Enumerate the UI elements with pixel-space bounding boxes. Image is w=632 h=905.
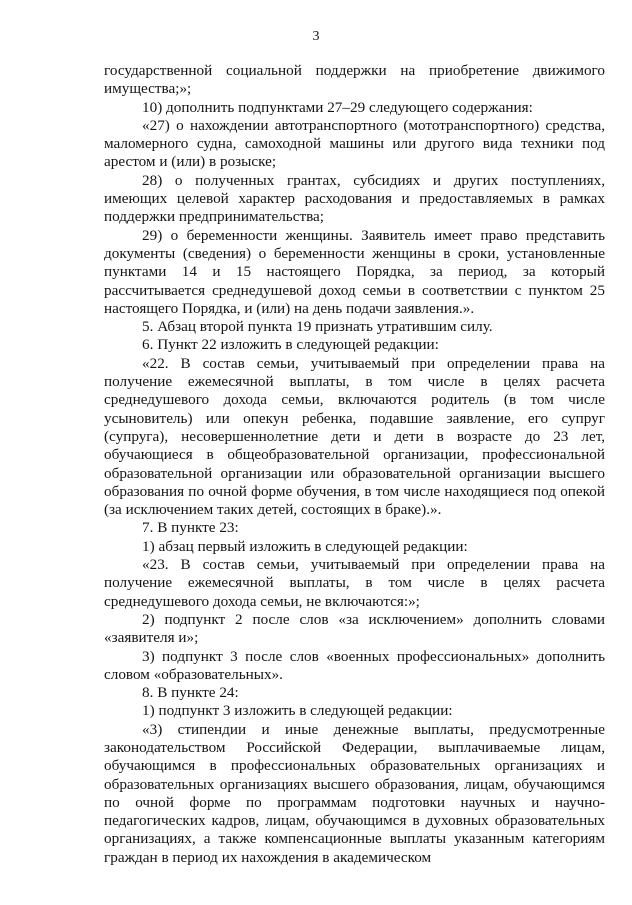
paragraph-p7: 6. Пункт 22 изложить в следующей редакции: (142, 336, 439, 354)
paragraph-p6: 5. Абзац второй пункта 19 признать утратившим силу. (142, 318, 493, 336)
paragraph-p14: 8. В пункте 24: (142, 684, 239, 702)
paragraph-p5: 29) о беременности женщины. Заявитель имеет право представить документы (сведения) о беременности женщины в сроки, установленные пунктами 14 и 15 настоящего Порядка, за период, за который рассчитывается среднедушевой доход семьи в соответствии с пунктом 25 настоящего Порядка, и (или) на день подачи заявления.». (104, 226, 605, 317)
page-number: 3 (312, 29, 320, 44)
paragraph-p3: «27) о нахождении автотранспортного (мототранспортного) средства, маломерного судна, самоходной машины или другого вида техники под арестом и (или) в розыске; (104, 116, 605, 171)
paragraph-p10: 1) абзац первый изложить в следующей редакции: (142, 537, 468, 555)
document-body (104, 62, 605, 867)
paragraph-p4: 28) о полученных грантах, субсидиях и других поступлениях, имеющих целевой характер расходования и предоставляемых в рамках поддержки предпринимательства; (104, 171, 605, 226)
paragraph-p2: 10) дополнить подпунктами 27–29 следующего содержания: (142, 98, 533, 116)
paragraph-p9: 7. В пункте 23: (142, 519, 239, 537)
paragraph-p12: 2) подпункт 2 после слов «за исключением» дополнить словами «заявителя и»; (104, 610, 605, 647)
paragraph-p8: «22. В состав семьи, учитываемый при определении права на получение ежемесячной выплаты, в том числе в целях расчета среднедушевого дохода семьи, включаются родитель (в том числе усыновитель) или опекун ребенка, подавшие заявление, его супруг (супруга), несовершеннолетние дети и дети в возрасте до 23 лет, обучающиеся в общеобразовательной организации, профессиональной образовательной организации или образовательной организации высшего образования по очной форме обучения, в том числе находящиеся под опекой (за исключением таких детей, состоящих в браке).». (104, 354, 605, 519)
paragraph-p11: «23. В состав семьи, учитываемый при определении права на получение ежемесячной выплаты, в том числе в целях расчета среднедушевого дохода семьи, не включаются:»; (104, 556, 605, 610)
paragraph-p15: 1) подпункт 3 изложить в следующей редакции: (142, 702, 453, 720)
paragraph-p13: 3) подпункт 3 после слов «военных профессиональных» дополнить словом «образовательных». (104, 647, 605, 683)
paragraph-p16: «3) стипендии и иные денежные выплаты, предусмотренные законодательством Российской Федерации, выплачиваемые лицам, обучающимся в профессиональных образовательных организациях и образовательных организациях высшего образования, лицам, обучающимся по очной форме по программам подготовки научных и научно-педагогических кадров, лицам, обучающимся в духовных образовательных организациях, а также компенсационные выплаты указанным категориям граждан в период их нахождения в академическом (104, 720, 605, 866)
paragraph-p1: государственной социальной поддержки на приобретение движимого имущества;»; (104, 62, 605, 98)
